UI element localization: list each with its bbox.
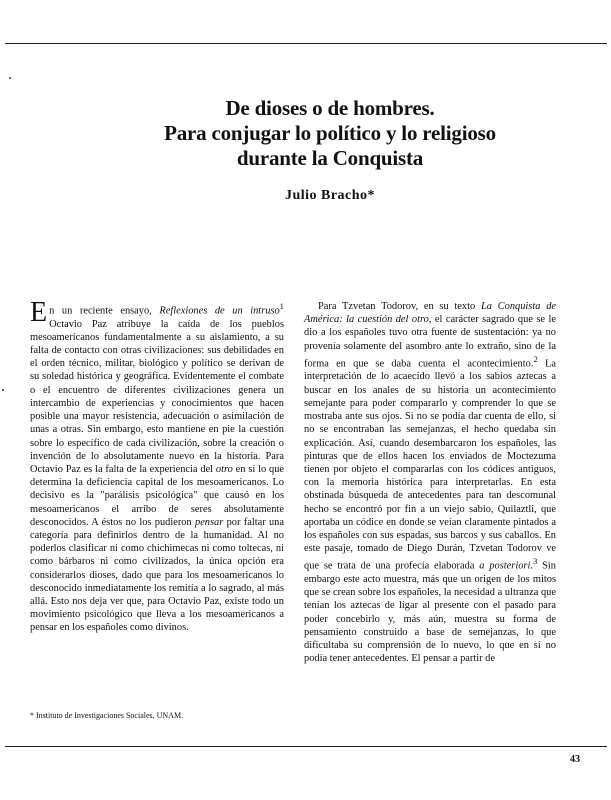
left-column <box>30 297 285 635</box>
text-run: Octavio Paz atribuye la caída de los pueblos mesoamericanos fundamentalmente a su aislamiento, a su falta de contacto con otras civilizaciones: sus debilidades en el orden técnico, militar, biológico y político se derivan de su soledad histórica y geográfica. Evidentemente el combate o el encuentro de diferentes civilizaciones genera un intercambio de experiencias y conocimientos que hacen posible una mayor resistencia, adecuación o asimilación de unas a otras. Sin embargo, esto mantiene en pie la cuestión sobre lo específico de cada civilización, sobre la creación o invención de lo absolutamente nuevo en la historia. Para Octavio Paz es la falta de la experiencia del <box>30 318 284 475</box>
article-title <box>60 96 600 171</box>
scan-speck <box>9 77 11 79</box>
text-run: La interpretación de lo acaecido llevó a los sabios aztecas a buscar en los anales de su historia un acontecimiento semejante para poder compararlo y comprender lo que se mostraba ante sus ojos. Si no se podía dar cuenta de ello, si no se encontraban las semejanzas, el hecho quedaba sin explicación. Así, cuando desembarcaron los españoles, las pinturas que de ellos hacen los enviados de Moctezuma tienen por objeto el compararlas con los códices antiguos, con la memoria histórica para interpretarlas. En esta obstinada búsqueda de antecedentes para tan descomunal hecho se encontró por fin a un viejo sabio, Quilaztli, que aportaba un códice en donde se veían claramente pintados a los españoles con sus espadas, sus barcos y sus caballos. En este pasaje, tomado de Diego Durán, Tzvetan Todorov ve que se trata de una profecía elaborada <box>304 358 556 572</box>
title-line-1: De dioses o de hombres. <box>225 96 435 120</box>
text-run: por faltar una categoría para definirlos dentro de la humanidad. Al no poderlos clasificar ni como chichimecas ni como toltecas, ni como bárbaros ni como civilizados, la única opción era considerarlos dioses, dado que para los mesoamericanos lo desconocido inmediatamente los remitía a lo sagrado, al más allá. Esto nos deja ver que, para Octavio Paz, existe todo un movimiento psicológico que lleva a los mesoamericanos a pensar en los españoles como divinos. <box>30 516 284 634</box>
bottom-rule <box>5 746 607 747</box>
emphasis: a posteriori <box>479 560 531 572</box>
footnote-ref: 3 <box>532 556 538 567</box>
footnote-ref: 2 <box>533 353 538 364</box>
top-rule <box>5 43 607 44</box>
book-title: Reflexiones de un intruso <box>159 305 280 317</box>
page-number: 43 <box>570 754 580 765</box>
text-run: en sí lo que determina la deficiencia capital de los mesoamericanos. Lo decisivo es la "parálisis psicológica" que causó en los mesoamericanos el arribo de seres absolutamente desconocidos. A éstos no los pudieron <box>30 463 285 528</box>
book-title: La Conquista de América: la cuestión del otro <box>304 301 557 326</box>
right-column <box>304 300 556 665</box>
author-name: Julio Bracho* <box>284 188 376 203</box>
scan-speck <box>2 389 4 391</box>
text-run: n un reciente ensayo, <box>49 305 160 317</box>
footnote-ref: 1 <box>279 301 284 311</box>
right-paragraph: Para Tzvetan Todorov, en su texto La Conquista de América: la cuestión del otro, el carácter sagrado que se le dio a los españoles tuvo otra fuente de sustentación: ya no provenía solamente del asombro ante lo extraño, sino de la forma en que se daba cuenta el acontecimiento.$^2$ La interpretación de lo acaecido llevó a los sabios aztecas a buscar en los anales de su historia un acontecimiento semejante para poder compararlo y comprender lo que se mostraba ante sus ojos. Si no se podía dar cuenta de ello, si no se encontraban las semejanzas, el hecho quedaba sin explicación. Así, cuando desembarcaron los españoles, las pinturas que de ellos hacen los enviados de Moctezuma tienen por objeto el compararlas con los códices antiguos, con la memoria histórica para interpretarlas. En esta obstinada búsqueda de antecedentes para tan descomunal hecho se encontró por fin a un viejo sabio, Quilaztli, que aportaba un códice en donde se veían claramente pintados a los españoles con sus espadas, sus barcos y sus caballos. En este pasaje, tomado de Diego Durán, Tzvetan Todorov ve que se trata de una profecía elaborada a posteriori.$^3$ Sin embargo este acto muestra, más que un origen de los mitos que se crean sobre los españoles, la necesidad a ultranza que tenían los aztecas de ligar al presente con el pasado para poder concebirlo y, más aún, muestra su forma de pensamiento construido a base de semejanzas, lo que dificultaba su comprensión de lo nuevo, lo que en sí no podía tener antecedentes. El pensar a partir de <box>304 301 557 665</box>
text-run: Para Tzvetan Todorov, en su texto <box>318 301 481 312</box>
title-line-3: durante la Conquista <box>236 146 424 170</box>
left-paragraph <box>30 297 285 635</box>
title-line-2: Para conjugar lo político y lo religioso <box>164 121 496 145</box>
footnote: * Instituto de Investigaciones Sociales, UNAM. <box>30 711 184 720</box>
emphasis: pensar <box>195 516 224 528</box>
text-run: Sin embargo este acto muestra, más que un origen de los mitos que se crean sobre los españoles, la necesidad a ultranza que tenían los aztecas de ligar al presente con el pasado para poder concebirlo y, más aún, muestra su forma de pensamiento construido a base de semejanzas, lo que dificultaba su comprensión de lo nuevo, lo que en sí no podía tener antecedentes. El pensar a partir de <box>304 560 556 665</box>
emphasis: otro <box>215 463 233 475</box>
drop-cap: E <box>30 297 48 328</box>
text-run: , el carácter sagrado que se le dio a los españoles tuvo otra fuente de sustentación: ya no provenía solamente del asombro ante lo extraño, sino de la forma en que se daba cuenta el acontecimiento. <box>304 314 556 370</box>
